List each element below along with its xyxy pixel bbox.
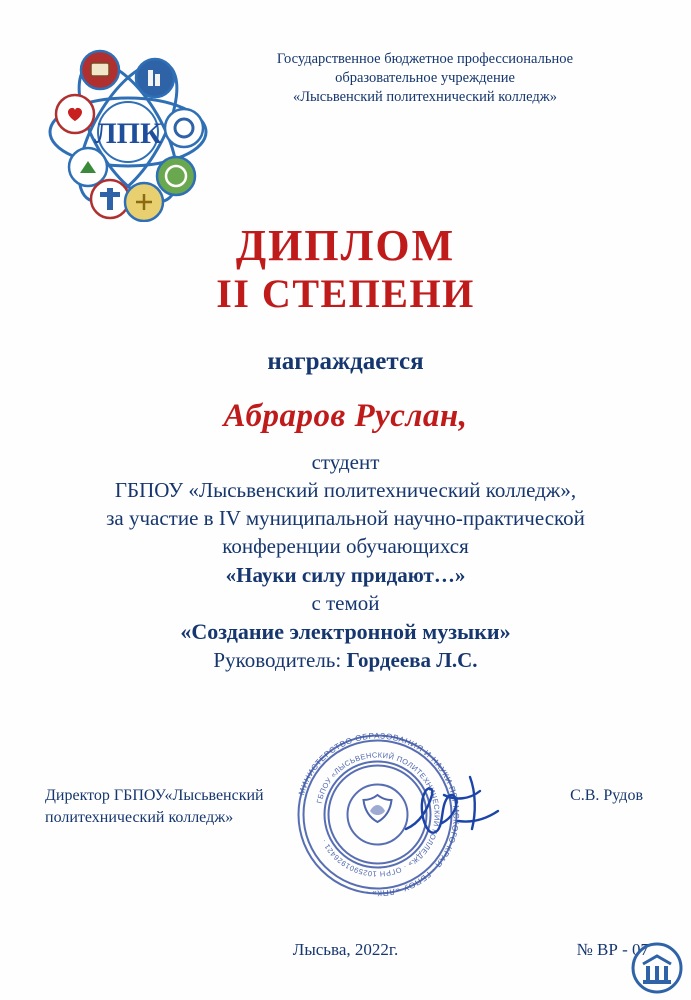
svg-text:ГБПОУ «ЛЫСЬВЕНСКИЙ ПОЛИТЕХНИЧЕ: ГБПОУ «ЛЫСЬВЕНСКИЙ ПОЛИТЕХНИЧЕСКИЙ КОЛЛЕДЖ» · ОГРН 1025901926421 · bbox=[314, 750, 442, 879]
college-logo-icon bbox=[631, 942, 683, 994]
recipient-role: студент bbox=[311, 450, 380, 474]
organization-line-1: Государственное бюджетное профессиональное bbox=[276, 51, 574, 67]
recipient-name: Абраров Руслан, bbox=[223, 398, 468, 434]
footer-city-date: Лысьва, 2022г. bbox=[292, 940, 399, 959]
signature-row bbox=[45, 785, 651, 845]
award-reason-line-2: конференции обучающихся bbox=[222, 534, 469, 559]
director-position-line-2: политехнический колледж» bbox=[45, 809, 234, 827]
diploma-title-degree: II СТЕПЕНИ bbox=[216, 270, 475, 316]
footer-document-number: № ВР - 07 bbox=[576, 940, 649, 959]
topic-label: с темой bbox=[311, 590, 380, 615]
diploma-title-main: ДИПЛОМ bbox=[235, 221, 456, 270]
recipient-institution: ГБПОУ «Лысьвенский политехнический колледж», bbox=[114, 478, 577, 503]
award-reason-line-1: за участие в IV муниципальной научно-практической bbox=[106, 506, 585, 531]
supervisor-row bbox=[40, 646, 651, 674]
award-word: награждается bbox=[267, 348, 424, 375]
organization-line-2: образовательное учреждение bbox=[335, 70, 515, 87]
supervisor-label: Руководитель: bbox=[213, 648, 342, 673]
diploma-title bbox=[0, 222, 691, 316]
conference-name: «Науки силу придают…» bbox=[225, 562, 466, 587]
director-position-line-1: Директор ГБПОУ«Лысьвенский bbox=[45, 787, 264, 804]
supervisor-name: Гордеева Л.С. bbox=[346, 648, 478, 673]
svg-text:ЛПК: ЛПК bbox=[94, 117, 162, 150]
svg-text:МИНИСТЕРСТВО ОБРАЗОВАНИЯ И НАУ: МИНИСТЕРСТВО ОБРАЗОВАНИЯ И НАУКИ ПЕРМСКОГО КРАЯ · ГБПОУ «ЛПК» · bbox=[297, 731, 461, 898]
topic-name: «Создание электронной музыки» bbox=[180, 618, 511, 644]
director-position bbox=[45, 785, 345, 829]
organization-line-3: «Лысьвенский политехнический колледж» bbox=[292, 89, 558, 106]
atom-emblem-icon bbox=[38, 42, 218, 222]
document-header bbox=[30, 28, 661, 208]
director-name: С.В. Рудов bbox=[570, 787, 643, 804]
organization-name bbox=[215, 50, 635, 107]
diploma-body bbox=[40, 448, 651, 674]
